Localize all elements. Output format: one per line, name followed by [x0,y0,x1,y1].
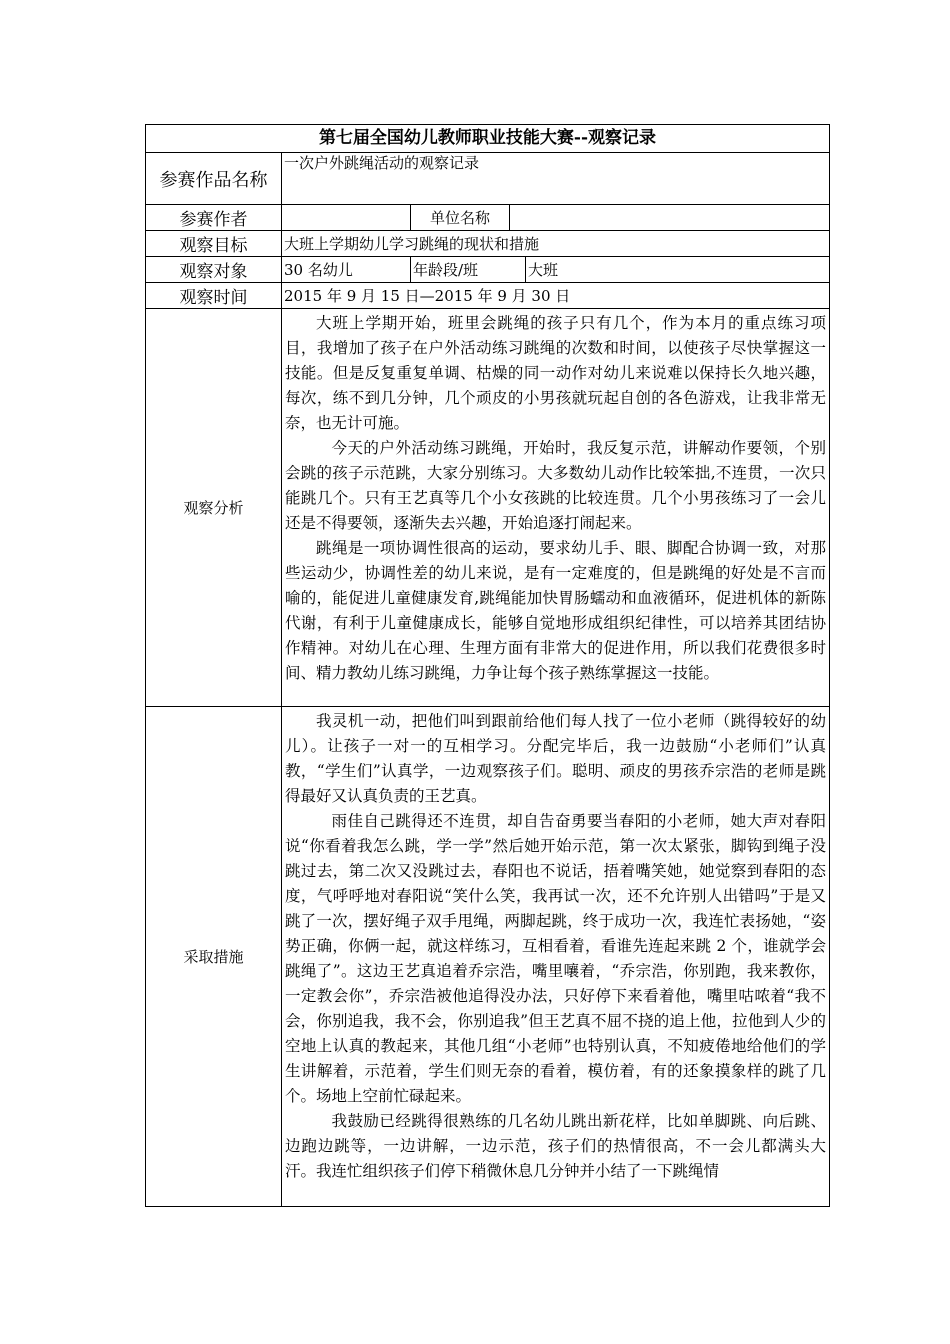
measures-paragraph: 我鼓励已经跳得很熟练的几名幼儿跳出新花样，比如单脚跳、向后跳、边跑边跳等，一边讲解，一边示范，孩子们的热情很高，不一会儿都满头大汗。我连忙组织孩子们停下稍微休息几分钟并小结了一下跳绳情 [285,1112,826,1180]
unit-value [510,205,830,231]
analysis-row [146,309,830,707]
entry-name-value: 一次户外跳绳活动的观察记录 [282,153,830,205]
title-row [146,125,830,153]
goal-label: 观察目标 [146,231,282,257]
entry-name-row [146,153,830,205]
measures-paragraph: 雨佳自己跳得还不连贯，却自告奋勇要当春阳的小老师，她大声对春阳说“你看着我怎么跳，学一学”然后她开始示范，第一次太紧张，脚钩到绳子没跳过去，第二次又没跳过去，春阳也不说话，捂着嘴笑她，她觉察到春阳的态度，气呼呼地对春阳说“笑什么笑，我再试一次，还不允许别人出错吗”于是又跳了一次，摆好绳子双手甩绳，两脚起跳，终于成功一次，我连忙表扬她，“姿势正确，你俩一起，就这样练习，互相看着，看谁先连起来跳 2 个，谁就学会跳绳了”。这边王艺真追着乔宗浩，嘴里嚷着，“乔宗浩，你别跑，我来教你，一定教会你”，乔宗浩被他追得没办法，只好停下来看着他，嘴里咕哝着“我不会，你别追我，我不会，你别追我”但王艺真不屈不挠的追上他，拉他到人少的空地上认真的教起来，其他几组“小老师”也特别认真，不知疲倦地给他们的学生讲解着，示范着，学生们则无奈的看着，模仿着，有的还象摸象样的跳了几个。场地上空前忙碌起来。 [285,812,826,1105]
measures-paragraph: 我灵机一动，把他们叫到跟前给他们每人找了一位小老师（跳得较好的幼儿）。让孩子一对一的互相学习。分配完毕后，我一边鼓励“小老师们”认真教，“学生们”认真学，一边观察孩子们。聪明、顽皮的男孩乔宗浩的老师是跳得最好又认真负责的王艺真。 [285,712,826,805]
measures-content [282,707,830,1207]
measures-label: 采取措施 [146,707,282,1207]
form-title: 第七届全国幼儿教师职业技能大赛--观察记录 [146,125,830,153]
measures-row [146,707,830,1207]
time-row [146,283,830,309]
analysis-paragraph: 跳绳是一项协调性很高的运动，要求幼儿手、眼、脚配合协调一致，对那些运动少，协调性差的幼儿来说，是有一定难度的，但是跳绳的好处是不言而喻的，能促进儿童健康发育,跳绳能加快胃肠蠕动和血液循环，促进机体的新陈代谢，有利于儿童健康成长，能够自觉地形成组织纪律性，可以培养其团结协作精神。对幼儿在心理、生理方面有非常大的促进作用，所以我们花费很多时间、精力教幼儿练习跳绳，力争让每个孩子熟练掌握这一技能。 [285,539,826,682]
analysis-paragraph: 大班上学期开始，班里会跳绳的孩子只有几个，作为本月的重点练习项目，我增加了孩子在户外活动练习跳绳的次数和时间，以使孩子尽快掌握这一技能。但是反复重复单调、枯燥的同一动作对幼儿来说难以保持长久地兴趣，每次，练不到几分钟，几个顽皮的小男孩就玩起自创的各色游戏，让我非常无奈，也无计可施。 [285,314,826,432]
goal-row [146,231,830,257]
age-group-label: 年龄段/班 [411,257,526,283]
time-label: 观察时间 [146,283,282,309]
unit-label: 单位名称 [411,205,510,231]
analysis-content [282,309,830,707]
age-group-value: 大班 [526,257,830,283]
entry-name-label: 参赛作品名称 [146,153,282,205]
author-label: 参赛作者 [146,205,282,231]
author-row [146,205,830,231]
analysis-paragraph: 今天的户外活动练习跳绳，开始时，我反复示范，讲解动作要领，个别会跳的孩子示范跳，大家分别练习。大多数幼儿动作比较笨拙,不连贯，一次只能跳几个。只有王艺真等几个小女孩跳的比较连贯。几个小男孩练习了一会儿还是不得要领，逐渐失去兴趣，开始追逐打闹起来。 [285,439,826,532]
goal-value: 大班上学期幼儿学习跳绳的现状和措施 [282,231,830,257]
subject-value: 30 名幼儿 [282,257,411,283]
time-value: 2015 年 9 月 15 日—2015 年 9 月 30 日 [282,283,830,309]
observation-record-table [145,124,830,1207]
author-value [282,205,411,231]
subject-row [146,257,830,283]
analysis-label: 观察分析 [146,309,282,707]
subject-label: 观察对象 [146,257,282,283]
